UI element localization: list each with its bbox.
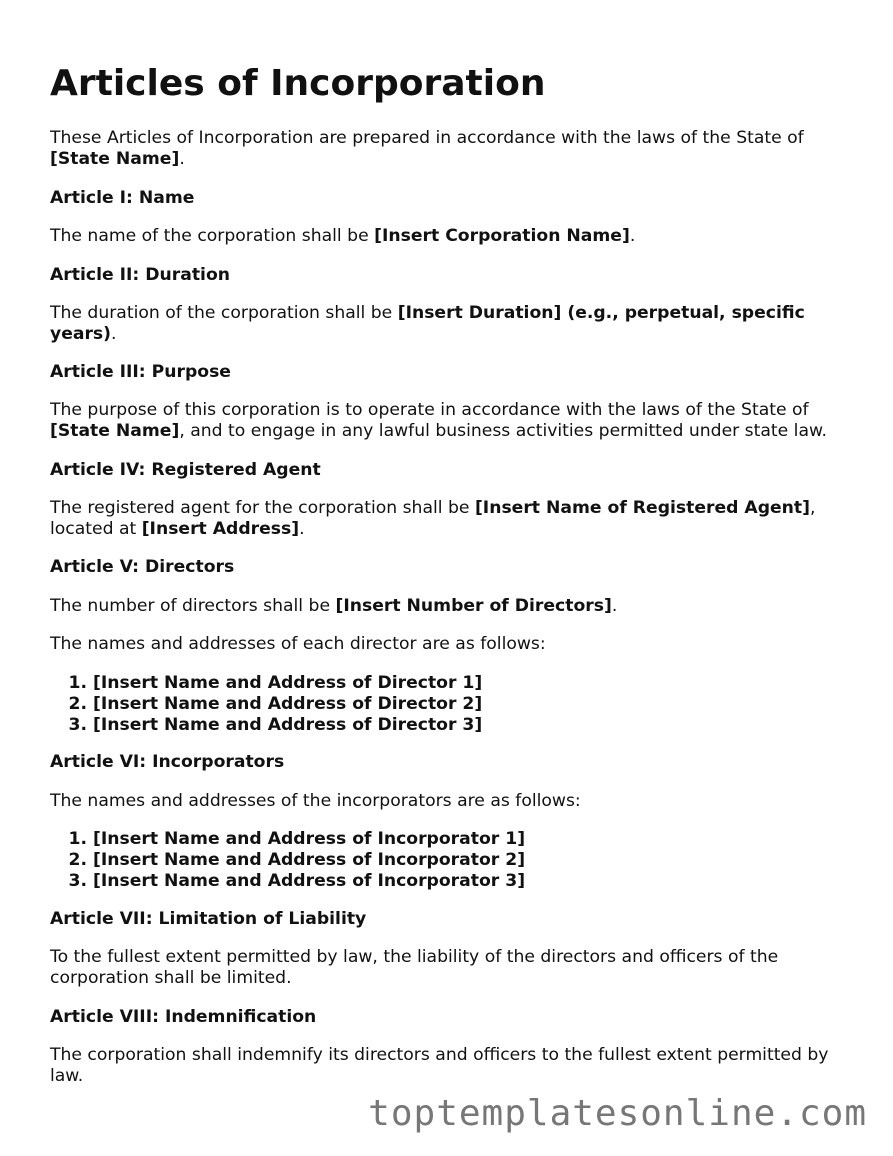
intro-end: .	[179, 149, 185, 169]
directors-list	[50, 673, 840, 736]
director-item: 2. [Insert Name and Address of Director 2]	[93, 694, 840, 715]
article-3-body: The purpose of this corporation is to operate in accordance with the laws of the State of	[50, 400, 809, 420]
article-7-text: To the fullest extent permitted by law, the liability of the directors and officers of the corporation shall be limited.	[50, 947, 779, 988]
article-8-text: The corporation shall indemnify its directors and officers to the fullest extent permitted by law.	[50, 1045, 829, 1086]
incorporator-item: 2. [Insert Name and Address of Incorporator 2]	[93, 850, 840, 871]
article-2-text	[50, 303, 840, 345]
address-placeholder: [Insert Address]	[141, 519, 300, 539]
article-2-body: The duration of the corporation shall be	[50, 303, 393, 323]
article-4-text	[50, 498, 840, 540]
article-4-heading: Article IV: Registered Agent	[50, 460, 321, 480]
page-title: Articles of Incorporation	[50, 63, 546, 104]
intro-text: These Articles of Incorporation are prepared in accordance with the laws of the State of	[50, 128, 804, 148]
article-3-heading: Article III: Purpose	[50, 362, 231, 382]
directors-list-block	[50, 673, 840, 736]
incorporators-list-intro: The names and addresses of the incorporators are as follows:	[50, 791, 581, 811]
article-4-body: The registered agent for the corporation shall be	[50, 498, 470, 518]
incorporators-list-block	[50, 829, 840, 892]
purpose-state-placeholder: [State Name]	[50, 421, 180, 441]
incorporator-item: 3. [Insert Name and Address of Incorporator 3]	[93, 871, 840, 892]
article-6-heading: Article VI: Incorporators	[50, 752, 285, 772]
watermark: toptemplatesonline.com	[368, 1093, 867, 1134]
article-8-heading: Article VIII: Indemnification	[50, 1007, 317, 1027]
article-1-heading: Article I: Name	[50, 188, 195, 208]
number-of-directors-placeholder: [Insert Number of Directors]	[335, 596, 612, 616]
article-1-end: .	[629, 226, 636, 246]
director-item: 1. [Insert Name and Address of Director 1]	[93, 673, 840, 694]
article-5-body: The number of directors shall be	[50, 596, 331, 616]
article-2-end: .	[111, 324, 117, 344]
article-2-heading: Article II: Duration	[50, 265, 230, 285]
incorporators-list	[50, 829, 840, 892]
article-5-text	[50, 596, 840, 617]
duration-placeholder: [Insert Duration] (e.g., perpetual, specific years)	[50, 303, 805, 344]
intro-state-placeholder: [State Name]	[50, 149, 180, 169]
intro-paragraph	[50, 128, 840, 170]
article-4-end: .	[299, 519, 305, 539]
incorporator-item: 1. [Insert Name and Address of Incorporator 1]	[93, 829, 840, 850]
article-4-mid: , located at	[50, 498, 816, 539]
registered-agent-placeholder: [Insert Name of Registered Agent]	[474, 498, 810, 518]
article-3-text	[50, 400, 840, 442]
director-item: 3. [Insert Name and Address of Director 3]	[93, 715, 840, 736]
article-5-heading: Article V: Directors	[50, 557, 235, 577]
article-1-text	[50, 226, 840, 247]
corporation-name-placeholder: [Insert Corporation Name]	[374, 226, 630, 246]
article-1-body: The name of the corporation shall be	[50, 226, 369, 246]
article-7-heading: Article VII: Limitation of Liability	[50, 909, 367, 929]
directors-list-intro: The names and addresses of each director are as follows:	[50, 634, 546, 654]
article-3-end: , and to engage in any lawful business activities permitted under state law.	[179, 421, 827, 441]
article-5-end: .	[611, 596, 618, 616]
